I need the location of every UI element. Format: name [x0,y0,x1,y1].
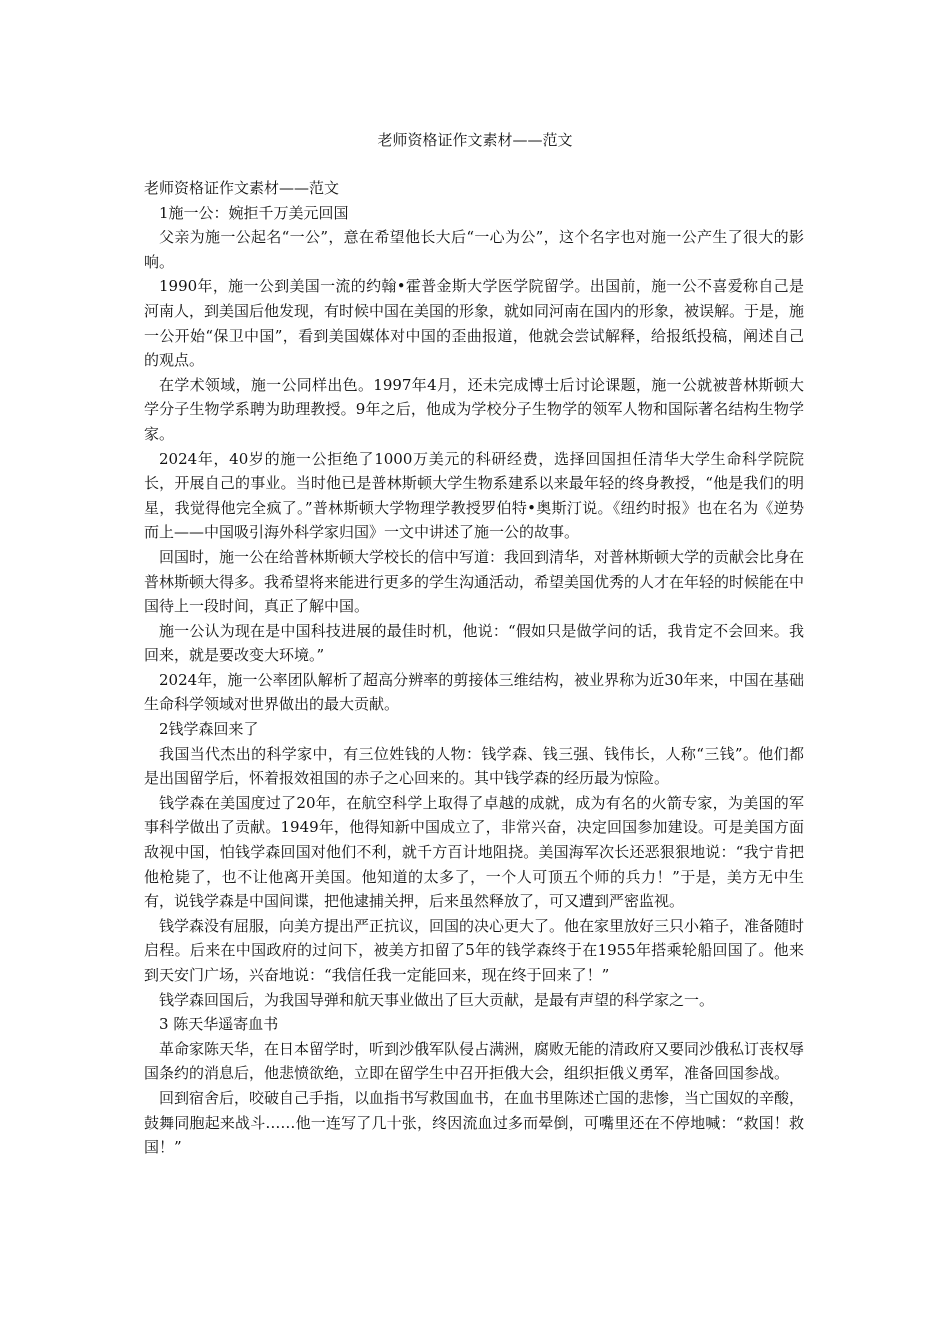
paragraph: 回国时，施一公在给普林斯顿大学校长的信中写道：我回到清华，对普林斯顿大学的贡献会比身在普林斯顿大得多。我希望将来能进行更多的学生沟通活动，希望美国优秀的人才在年轻的时候能在中国待上一段时间，真正了解中国。 [144,547,805,616]
section-heading-2: 2钱学森回来了 [159,720,259,739]
paragraph: 在学术领域，施一公同样出色。1997年4月，还未完成博士后讨论课题，施一公就被普林斯顿大学分子生物学系聘为助理教授。9年之后，他成为学校分子生物学的领军人物和国际著名结构生物学家。 [144,375,804,443]
paragraph: 钱学森回国后，为我国导弹和航天事业做出了巨大贡献，是最有声望的科学家之一。 [159,990,715,1009]
section-heading-1: 1施一公：婉拒千万美元回国 [159,203,349,222]
document-body [144,176,804,1160]
paragraph: 回到宿舍后，咬破自己手指，以血指书写救国血书，在血书里陈述亡国的悲惨，当亡国奴的辛酸，鼓舞同胞起来战斗……他一连写了几十张，终因流血过多而晕倒，可嘴里还在不停地喊：“救国！救国！” [144,1088,805,1157]
paragraph: 我国当代杰出的科学家中，有三位姓钱的人物：钱学森、钱三强、钱伟长，人称“三钱”。他们都是出国留学后，怀着报效祖国的赤子之心回来的。其中钱学森的经历最为惊险。 [144,744,804,788]
section-heading-3: 3 陈天华遥寄血书 [159,1015,279,1034]
paragraph: 钱学森没有屈服，向美方提出严正抗议，回国的决心更大了。他在家里放好三只小箱子，准备随时启程。后来在中国政府的过问下，被美方扣留了5年的钱学森终于在1955年搭乘轮船回国了。他来到天安门广场，兴奋地说：“我信任我一定能回来，现在终于回来了！” [144,916,805,984]
document-title: 老师资格证作文素材——范文 [377,131,573,149]
document-heading: 老师资格证作文素材——范文 [144,179,340,197]
paragraph: 钱学森在美国度过了20年，在航空科学上取得了卓越的成就，成为有名的火箭专家，为美国的军事科学做出了贡献。1949年，他得知新中国成立了，非常兴奋，决定回国参加建设。可是美国方面敌视中国，怕钱学森回国对他们不利，就千方百计地阻挠。美国海军次长还恶狠狠地说：“我宁肯把他枪毙了，也不让他离开美国。他知道的太多了，一个人可顶五个师的兵力！”于是，美方无中生有，说钱学森是中国间谍，把他逮捕关押，后来虽然释放了，可又遭到严密监视。 [144,793,804,911]
paragraph: 1990年，施一公到美国一流的约翰•霍普金斯大学医学院留学。出国前，施一公不喜爱称自己是河南人，到美国后他发现，有时候中国在美国的形象，就如同河南在国内的形象，被误解。于是，施一公开始“保卫中国”，看到美国媒体对中国的歪曲报道，他就会尝试解释，给报纸投稿，阐述自己的观点。 [144,277,805,370]
paragraph: 2024年，40岁的施一公拒绝了1000万美元的科研经费，选择回国担任清华大学生命科学院院长，开展自己的事业。当时他已是普林斯顿大学生物系建系以来最年轻的终身教授，“他是我们的明星，我觉得他完全疯了。”普林斯顿大学物理学教授罗伯特•奥斯汀说。《纽约时报》也在名为《逆势而上——中国吸引海外科学家归国》一文中讲述了施一公的故事。 [144,449,804,542]
paragraph: 施一公认为现在是中国科技进展的最佳时机，他说：“假如只是做学问的话，我肯定不会回来。我回来，就是要改变大环境。” [144,621,804,665]
paragraph: 革命家陈天华，在日本留学时，听到沙俄军队侵占满洲，腐败无能的清政府又要同沙俄私订丧权辱国条约的消息后，他悲愤欲绝，立即在留学生中召开拒俄大会，组织拒俄义勇军，准备回国参战。 [144,1039,805,1083]
paragraph: 父亲为施一公起名“一公”，意在希望他长大后“一心为公”，这个名字也对施一公产生了很大的影响。 [144,228,804,271]
paragraph: 2024年，施一公率团队解析了超高分辨率的剪接体三维结构，被业界称为近30年来，中国在基础生命科学领域对世界做出的最大贡献。 [144,670,804,714]
